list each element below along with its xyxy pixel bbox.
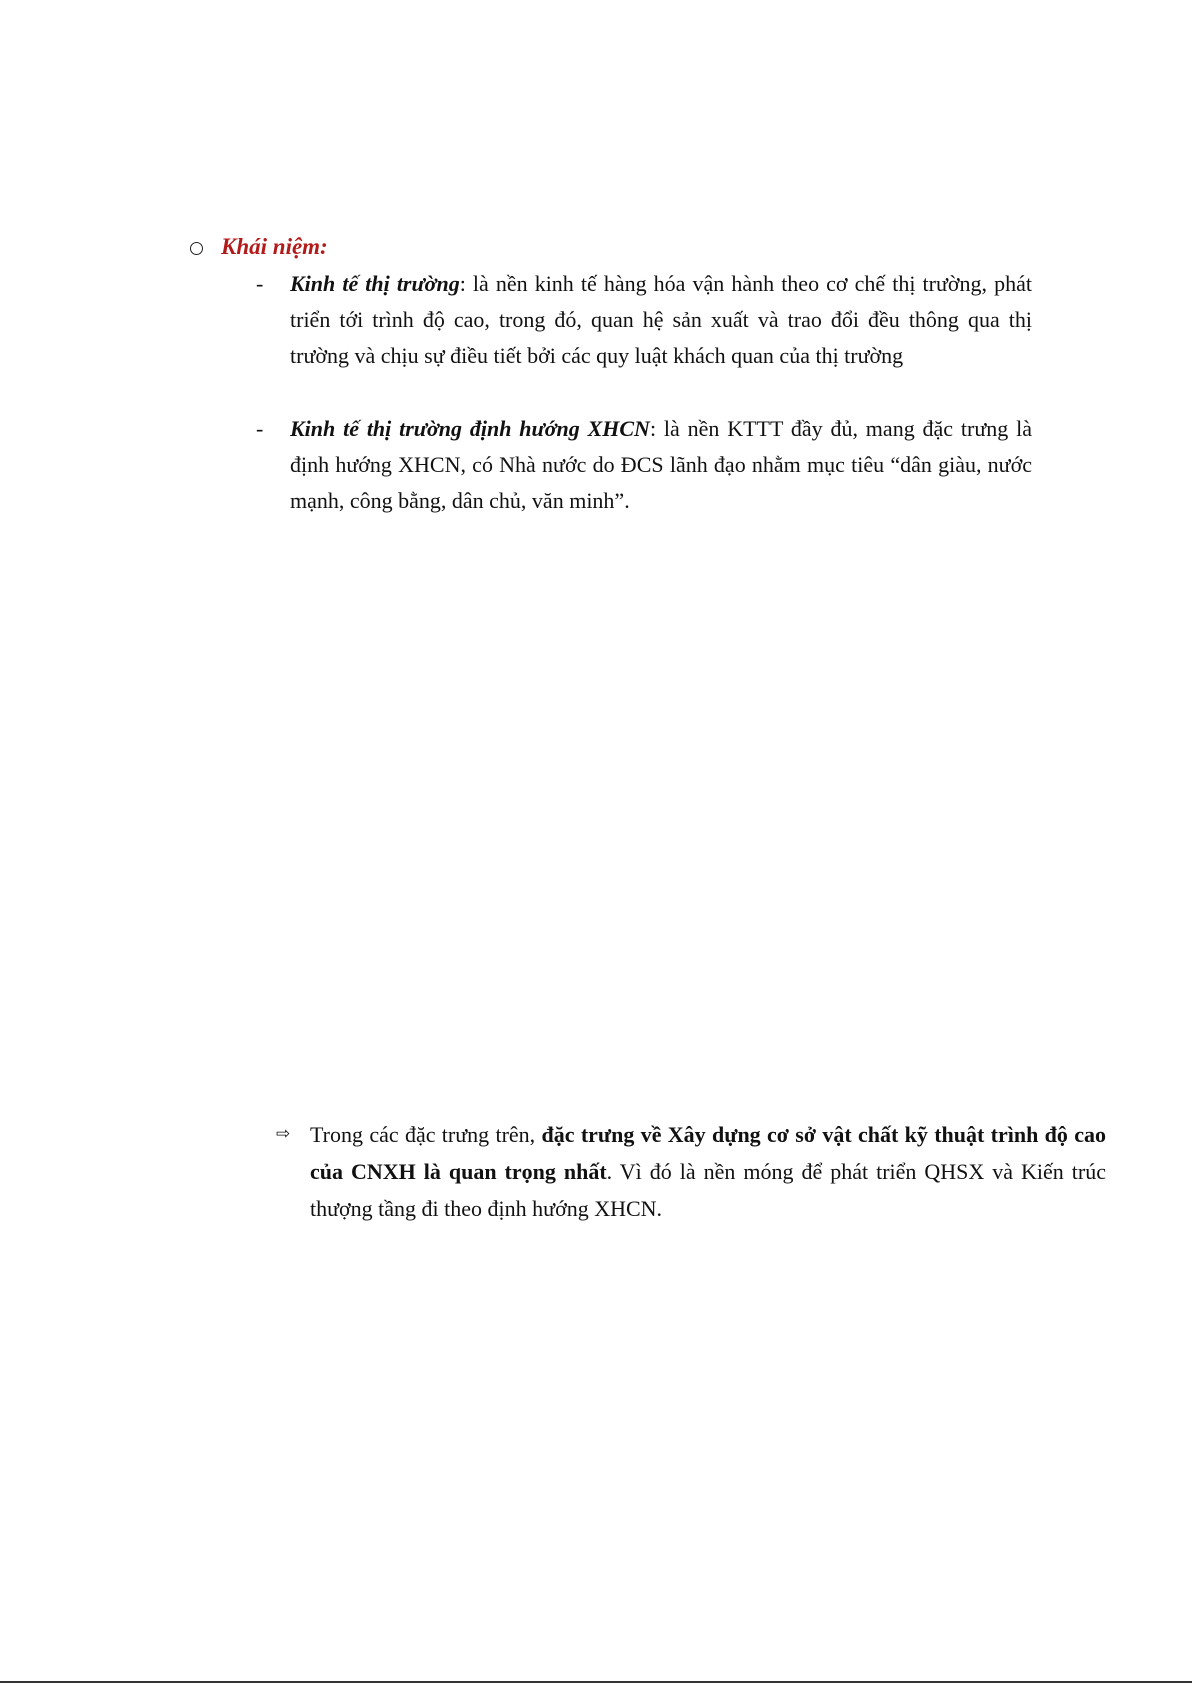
definition-text: : là nền kinh tế hàng hóa vận hành theo cơ chế thị trường, phát triển tới trình độ cao, trong đó, quan hệ sản xuất và trao đổi đều thông qua thị trường và chịu sự điều tiết bởi các quy luật khách quan của thị trường: [290, 271, 1032, 368]
page-bottom-rule: [0, 1681, 1192, 1683]
definition-term: Kinh tế thị trường định hướng XHCN: [290, 416, 650, 441]
dash-bullet: -: [256, 271, 264, 296]
definition-body: [290, 411, 1032, 519]
conclusion-body: [310, 1116, 1106, 1227]
definition-term: Kinh tế thị trường: [290, 271, 460, 296]
definition-body: [290, 266, 1032, 374]
conclusion-lead: Trong các đặc trưng trên,: [310, 1122, 542, 1147]
definition-text: : là nền KTTT đầy đủ, mang đặc trưng là định hướng XHCN, có Nhà nước do ĐCS lãnh đạo nhằm mục tiêu “dân giàu, nước mạnh, công bằng, dân chủ, văn minh”.: [290, 416, 1032, 513]
dash-bullet: -: [256, 416, 264, 441]
conclusion-tail: . Vì đó là nền móng để phát triển QHSX và Kiến trúc thượng tầng đi theo định hướng XHCN.: [310, 1159, 1106, 1221]
conclusion-emphasis: đặc trưng về Xây dựng cơ sở vật chất kỹ thuật trình độ cao của CNXH là quan trọng nhất: [310, 1122, 1106, 1184]
section-heading: [190, 232, 328, 262]
section-title: Khái niệm:: [221, 234, 328, 259]
definition-item: [256, 266, 1032, 374]
arrow-right-icon: ⇨: [276, 1124, 291, 1144]
circle-bullet-icon: [190, 242, 203, 255]
definition-item: [256, 411, 1032, 519]
conclusion-paragraph: [276, 1116, 1106, 1227]
